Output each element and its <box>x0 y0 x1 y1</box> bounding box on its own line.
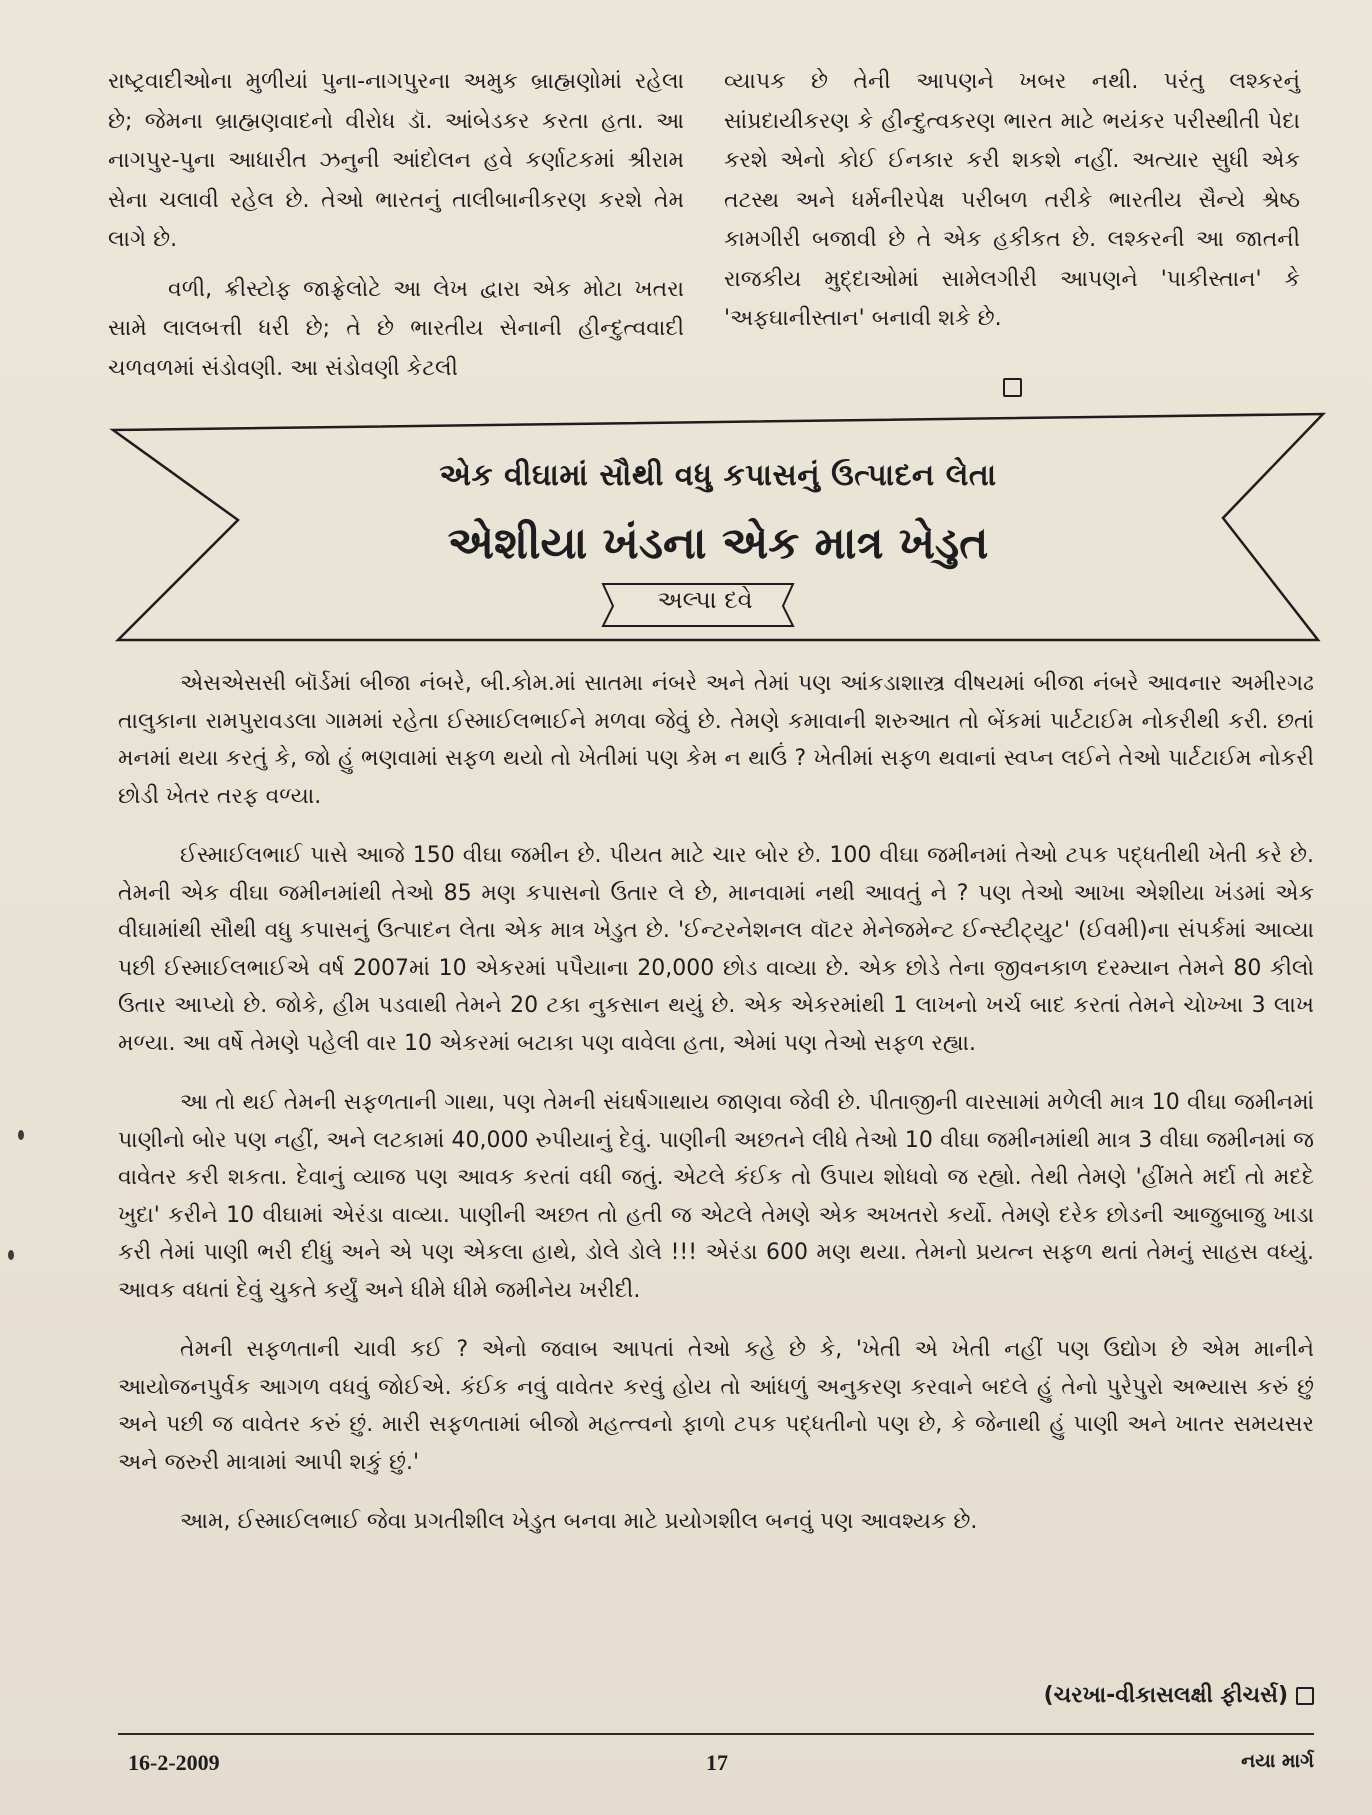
magazine-name: નયા માર્ગ <box>1241 1750 1314 1772</box>
end-box-icon <box>1296 1687 1314 1705</box>
left-column <box>108 62 684 422</box>
page-number: 17 <box>706 1750 728 1775</box>
author-byline: અલ્પા દવે <box>657 586 753 614</box>
banner-subtitle: એક વીઘામાં સૌથી વધુ કપાસનું ઉત્પાદન લેતા <box>439 458 997 493</box>
article-paragraph: એસએસસી બૉર્ડમાં બીજા નંબરે, બી.કોમ.માં સાતમા નંબરે અને તેમાં પણ આંકડાશાસ્ત્ર વીષયમાં બીજા નંબરે આવનાર અમીરગઢ તાલુકાના રામપુરાવડલા ગામમાં રહેતા ઈસ્માઈલભાઈને મળવા જેવું છે. તેમણે કમાવાની શરુઆત તો બેંકમાં પાર્ટટાઈમ નોકરીથી કરી. છતાં મનમાં થયા કરતું કે, જો હું ભણવામાં સફળ થયો તો ખેતીમાં પણ કેમ ન થાઉં ? ખેતીમાં સફળ થવાનાં સ્વપ્ન લઈને તેઓ પાર્ટટાઈમ નોકરી છોડી ખેતર તરફ વળ્યા. <box>118 671 1314 809</box>
margin-speck <box>18 1130 24 1140</box>
footer-date: 16-2-2009 <box>128 1750 220 1775</box>
left-column-paragraph: રાષ્ટ્રવાદીઓના મુળીયાં પુના-નાગપુરના અમુક બ્રાહ્મણોમાં રહેલા છે; જેમના બ્રાહ્મણવાદનો વીરોધ ડૉ. આંબેડકર કરતા હતા. આ નાગપુર-પુના આધારીત ઝનુની આંદોલન હવે કર્ણાટકમાં શ્રીરામ સેના ચલાવી રહેલ છે. તેઓ ભારતનું તાલીબાનીકરણ કરશે તેમ લાગે છે. <box>108 69 684 252</box>
banner-title: એશીયા ખંડના એક માત્ર ખેડુત <box>447 518 989 569</box>
right-column-paragraph: વ્યાપક છે તેની આપણને ખબર નથી. પરંતુ લશ્કરનું સાંપ્રદાયીકરણ કે હીન્દુત્વકરણ ભારત માટે ભયંકર પરીસ્થીતી પેદા કરશે એનો કોઈ ઈનકાર કરી શકશે નહીં. અત્યાર સુધી એક તટસ્થ અને ધર્મનીરપેક્ષ પરીબળ તરીકે ભારતીય સૈન્યે શ્રેષ્ઠ કામગીરી બજાવી છે તે એક હકીકત છે. લશ્કરની આ જાતની રાજકીય મુદ્દાઓમાં સામેલગીરી આપણને 'પાકીસ્તાન' કે 'અફઘાનીસ્તાન' બનાવી શકે છે. <box>724 69 1300 331</box>
article-title-banner <box>108 408 1328 646</box>
article-body <box>118 665 1314 1563</box>
article-paragraph: આમ, ઈસ્માઈલભાઈ જેવા પ્રગતીશીલ ખેડુત બનવા માટે પ્રયોગશીલ બનવું પણ આવશ્યક છે. <box>180 1509 978 1534</box>
left-column-paragraph: વળી, ક્રીસ્ટોફ જાફ્રેલોટે આ લેખ દ્વારા એક મોટા ખતરા સામે લાલબત્તી ધરી છે; તે છે ભારતીય સેનાની હીન્દુત્વવાદી ચળવળમાં સંડોવણી. આ સંડોવણી કેટલી <box>108 276 684 381</box>
margin-speck <box>8 1250 14 1260</box>
source-credit <box>1044 1683 1314 1708</box>
article-paragraph: આ તો થઈ તેમની સફળતાની ગાથા, પણ તેમની સંઘર્ષગાથાય જાણવા જેવી છે. પીતાજીની વારસામાં મળેલી માત્ર 10 વીઘા જમીનમાં પાણીનો બોર પણ નહીં, અને લટકામાં 40,000 રુપીયાનું દેવું. પાણીની અછતને લીધે તેઓ 10 વીઘા જમીનમાંથી માત્ર 3 વીઘા જમીનમાં જ વાવેતર કરી શકતા. દેવાનું વ્યાજ પણ આવક કરતાં વધી જતું. એટલે કંઈક તો ઉપાય શોધવો જ રહ્યો. તેથી તેમણે 'હીંમતે મર્દા તો મદદે ખુદા' કરીને 10 વીઘામાં એરંડા વાવ્યા. પાણીની અછત તો હતી જ એટલે તેમણે એક અખતરો કર્યો. તેમણે દરેક છોડની આજુબાજુ ખાડા કરી તેમાં પાણી ભરી દીધું અને એ પણ એકલા હાથે, ડોલે ડોલે !!! એરંડા 600 મણ થયા. તેમનો પ્રયત્ન સફળ થતાં તેમનું સાહસ વધ્યું. આવક વધતાં દેવું ચુકતે કર્યું અને ધીમે ધીમે જમીનેય ખરીદી. <box>118 1090 1314 1303</box>
article-end-box-icon <box>1003 378 1022 397</box>
article-paragraph: ઈસ્માઈલભાઈ પાસે આજે 150 વીઘા જમીન છે. પીયત માટે ચાર બોર છે. 100 વીઘા જમીનમાં તેઓ ટપક પદ્ધતીથી ખેતી કરે છે. તેમની એક વીઘા જમીનમાંથી તેઓ 85 મણ કપાસનો ઉતાર લે છે, માનવામાં નથી આવતું ને ? પણ તેઓ આખા એશીયા ખંડમાં એક વીઘામાંથી સૌથી વધુ કપાસનું ઉત્પાદન લેતા એક માત્ર ખેડુત છે. 'ઈન્ટરનેશનલ વૉટર મેનેજમેન્ટ ઈન્સ્ટીટ્યુટ' (ઈવમી)ના સંપર્કમાં આવ્યા પછી ઈસ્માઈલભાઈએ વર્ષ 2007માં 10 એકરમાં પપૈયાના 20,000 છોડ વાવ્યા છે. એક છોડે તેના જીવનકાળ દરમ્યાન તેમને 80 કીલો ઉતાર આપ્યો છે. જોકે, હીમ પડવાથી તેમને 20 ટકા નુકસાન થયું છે. એક એકરમાંથી 1 લાખનો ખર્ચ બાદ કરતાં તેમને ચોખ્ખા 3 લાખ મળ્યા. આ વર્ષે તેમણે પહેલી વાર 10 એકરમાં બટાકા પણ વાવેલા હતા, એમાં પણ તેઓ સફળ રહ્યા. <box>118 843 1314 1056</box>
article-paragraph: તેમની સફળતાની ચાવી કઈ ? એનો જવાબ આપતાં તેઓ કહે છે કે, 'ખેતી એ ખેતી નહીં પણ ઉદ્યોગ છે એમ માનીને આયોજનપુર્વક આગળ વધવું જોઈએ. કંઈક નવું વાવેતર કરવું હોય તો આંધળું અનુકરણ કરવાને બદલે હું તેનો પુરેપુરો અભ્યાસ કરું છું અને પછી જ વાવેતર કરું છું. મારી સફળતામાં બીજો મહત્ત્વનો ફાળો ટપક પદ્ધતીનો પણ છે, કે જેનાથી હું પાણી અને ખાતર સમયસર અને જરુરી માત્રામાં આપી શકું છું.' <box>118 1337 1314 1475</box>
right-column <box>724 62 1300 422</box>
footer-divider <box>118 1733 1314 1735</box>
source-credit-text: (ચરખા-વીકાસલક્ષી ફીચર્સ) <box>1043 1683 1288 1708</box>
previous-article-continuation <box>108 62 1300 422</box>
